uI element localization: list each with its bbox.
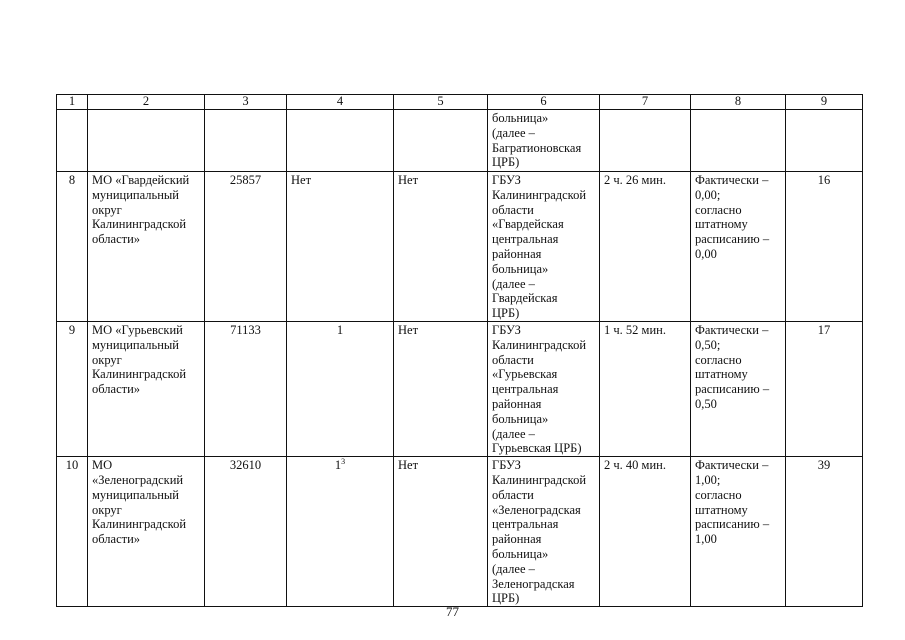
cell-travel-time (600, 110, 691, 172)
header-cell: 4 (287, 95, 394, 110)
cell-municipality (88, 110, 205, 172)
cell-staffing (691, 110, 786, 172)
cell-hospital: ГБУЗ Калининградской области «Гвардейская центральная районная больница» (далее – Гвардейская ЦРБ) (488, 172, 600, 322)
header-cell: 3 (205, 95, 287, 110)
cell-number (57, 110, 88, 172)
document-table (56, 94, 863, 607)
cell-travel-time: 2 ч. 40 мин. (600, 457, 691, 607)
cell-col4: 1 (287, 322, 394, 457)
header-cell: 6 (488, 95, 600, 110)
cell-population: 25857 (205, 172, 287, 322)
cell-hospital: больница» (далее – Багратионовская ЦРБ) (488, 110, 600, 172)
cell-col9: 16 (786, 172, 863, 322)
table-row (57, 172, 863, 322)
cell-population: 32610 (205, 457, 287, 607)
cell-col9: 17 (786, 322, 863, 457)
cell-col9 (786, 110, 863, 172)
cell-col4: Нет (287, 172, 394, 322)
cell-col9: 39 (786, 457, 863, 607)
cell-number: 9 (57, 322, 88, 457)
cell-travel-time: 1 ч. 52 мин. (600, 322, 691, 457)
header-cell: 9 (786, 95, 863, 110)
header-cell: 7 (600, 95, 691, 110)
table-header-row (57, 95, 863, 110)
cell-staffing: Фактически – 1,00; согласно штатному расписанию – 1,00 (691, 457, 786, 607)
cell-municipality: МО «Зеленоградский муниципальный округ Калининградской области» (88, 457, 205, 607)
cell-col5: Нет (394, 322, 488, 457)
cell-population (205, 110, 287, 172)
cell-hospital: ГБУЗ Калининградской области «Зеленоградская центральная районная больница» (далее – Зеленоградская ЦРБ) (488, 457, 600, 607)
header-cell: 1 (57, 95, 88, 110)
cell-travel-time: 2 ч. 26 мин. (600, 172, 691, 322)
cell-staffing: Фактически – 0,50; согласно штатному расписанию – 0,50 (691, 322, 786, 457)
table-row (57, 457, 863, 607)
cell-staffing: Фактически – 0,00; согласно штатному расписанию – 0,00 (691, 172, 786, 322)
cell-hospital: ГБУЗ Калининградской области «Гурьевская центральная районная больница» (далее – Гурьевская ЦРБ) (488, 322, 600, 457)
cell-col4 (287, 457, 394, 607)
page-number: 77 (446, 604, 459, 619)
header-cell: 5 (394, 95, 488, 110)
cell-municipality: МО «Гурьевский муниципальный округ Калининградской области» (88, 322, 205, 457)
header-cell: 8 (691, 95, 786, 110)
cell-col5 (394, 110, 488, 172)
table-row (57, 322, 863, 457)
cell-population: 71133 (205, 322, 287, 457)
cell-col4-value: 1 (334, 458, 342, 473)
cell-number: 10 (57, 457, 88, 607)
footnote-mark: 3 (341, 457, 346, 467)
table-row (57, 110, 863, 172)
cell-number: 8 (57, 172, 88, 322)
header-cell: 2 (88, 95, 205, 110)
cell-col4 (287, 110, 394, 172)
cell-col5: Нет (394, 172, 488, 322)
cell-municipality: МО «Гвардейский муниципальный округ Калининградской области» (88, 172, 205, 322)
cell-col5: Нет (394, 457, 488, 607)
